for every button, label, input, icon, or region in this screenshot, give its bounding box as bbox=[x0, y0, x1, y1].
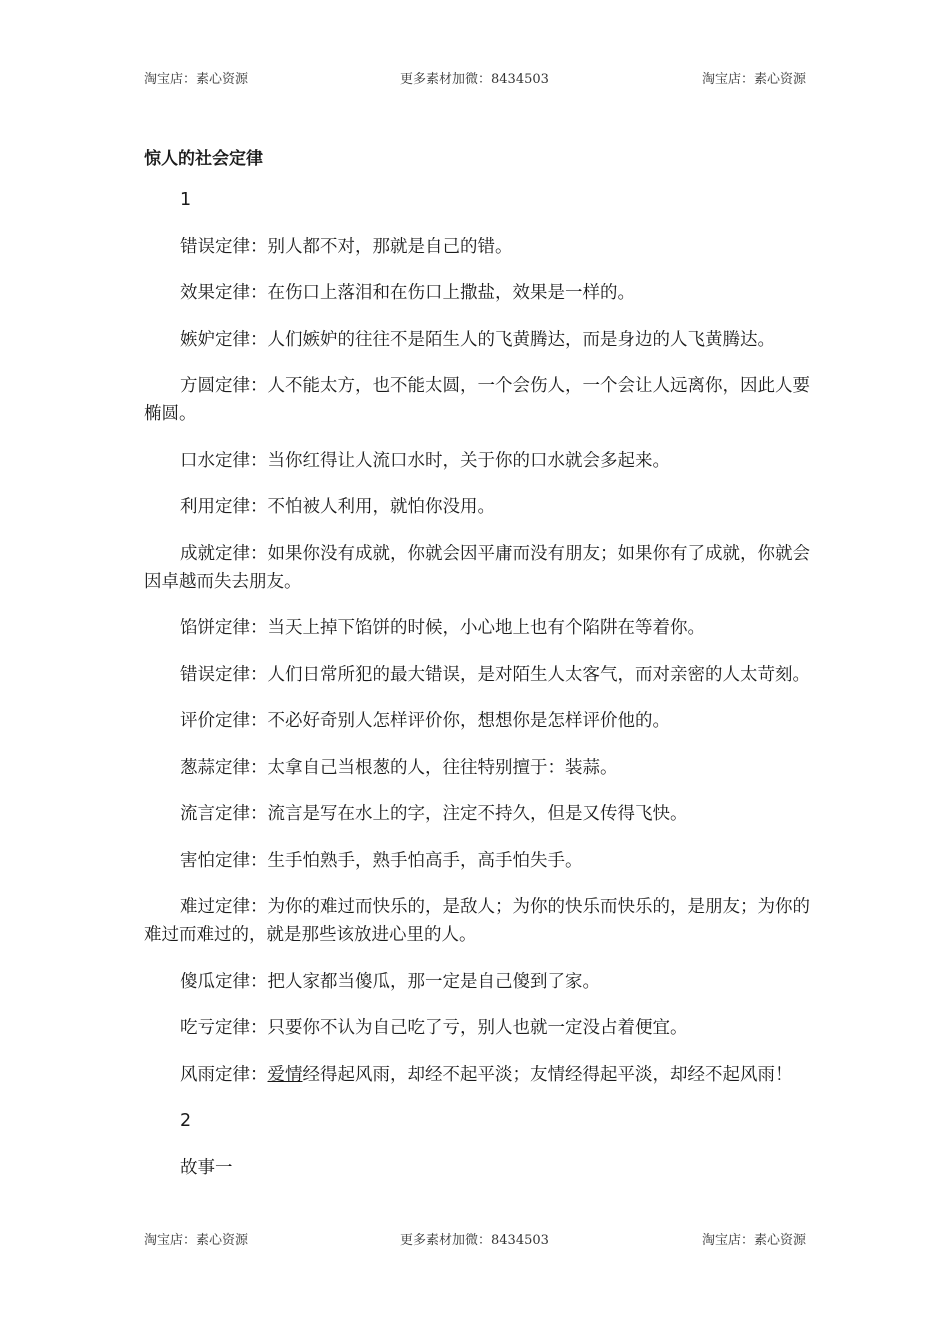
document-body bbox=[144, 186, 812, 1200]
paragraph: 效果定律：在伤口上落泪和在伤口上撒盐，效果是一样的。 bbox=[180, 283, 635, 303]
paragraph: 害怕定律：生手怕熟手，熟手怕高手，高手怕失手。 bbox=[180, 850, 583, 871]
footer-right-text: 淘宝店：素心资源 bbox=[701, 1233, 806, 1248]
section-number: 2 bbox=[180, 1111, 192, 1131]
story-heading: 故事一 bbox=[180, 1157, 233, 1178]
header-left-text: 淘宝店：素心资源 bbox=[144, 72, 249, 87]
paragraph: 口水定律：当你红得让人流口水时，关于你的口水就会多起来。 bbox=[180, 450, 670, 471]
paragraph-wind-rain bbox=[144, 1061, 812, 1089]
paragraph: 馅饼定律：当天上掉下馅饼的时候，小心地上也有个陷阱在等着你。 bbox=[180, 618, 705, 638]
love-link[interactable]: 爱情 bbox=[267, 1064, 303, 1085]
paragraph: 吃亏定律：只要你不认为自己吃了亏，别人也就一定没占着便宜。 bbox=[180, 1018, 688, 1038]
paragraph: 葱蒜定律：太拿自己当根葱的人，往往特别擅于：装蒜。 bbox=[180, 757, 618, 778]
header-right-text: 淘宝店：素心资源 bbox=[701, 72, 806, 87]
footer-left-text: 淘宝店：素心资源 bbox=[144, 1233, 249, 1248]
document-title: 惊人的社会定律 bbox=[144, 149, 263, 169]
page-footer bbox=[144, 1229, 806, 1248]
paragraph: 利用定律：不怕被人利用，就怕你没用。 bbox=[180, 497, 495, 517]
paragraph: 方圆定律：人不能太方，也不能太圆，一个会伤人，一个会让人远离你，因此人要椭圆。 bbox=[144, 376, 810, 424]
paragraph: 错误定律：人们日常所犯的最大错误，是对陌生人太客气，而对亲密的人太苛刻。 bbox=[180, 664, 810, 685]
paragraph: 评价定律：不必好奇别人怎样评价你，想想你是怎样评价他的。 bbox=[180, 711, 670, 731]
section-number: 1 bbox=[180, 190, 192, 210]
paragraph: 嫉妒定律：人们嫉妒的往往不是陌生人的飞黄腾达，而是身边的人飞黄腾达。 bbox=[180, 329, 775, 350]
wind-rain-rest: 经得起风雨，却经不起平淡；友情经得起平淡，却经不起风雨！ bbox=[302, 1064, 793, 1085]
page-header bbox=[144, 68, 806, 87]
footer-center-text: 更多素材加微：8434503 bbox=[400, 1233, 549, 1248]
header-center-text: 更多素材加微：8434503 bbox=[400, 72, 549, 87]
paragraph: 难过定律：为你的难过而快乐的，是敌人；为你的快乐而快乐的，是朋友；为你的难过而难过的，就是那些该放进心里的人。 bbox=[144, 897, 810, 945]
paragraph: 错误定律：别人都不对，那就是自己的错。 bbox=[180, 236, 513, 257]
paragraph: 成就定律：如果你没有成就，你就会因平庸而没有朋友；如果你有了成就，你就会因卓越而失去朋友。 bbox=[144, 543, 810, 592]
wind-rain-prefix: 风雨定律： bbox=[180, 1064, 268, 1085]
paragraph: 流言定律：流言是写在水上的字，注定不持久，但是又传得飞快。 bbox=[180, 804, 688, 824]
paragraph: 傻瓜定律：把人家都当傻瓜，那一定是自己傻到了家。 bbox=[180, 971, 600, 992]
